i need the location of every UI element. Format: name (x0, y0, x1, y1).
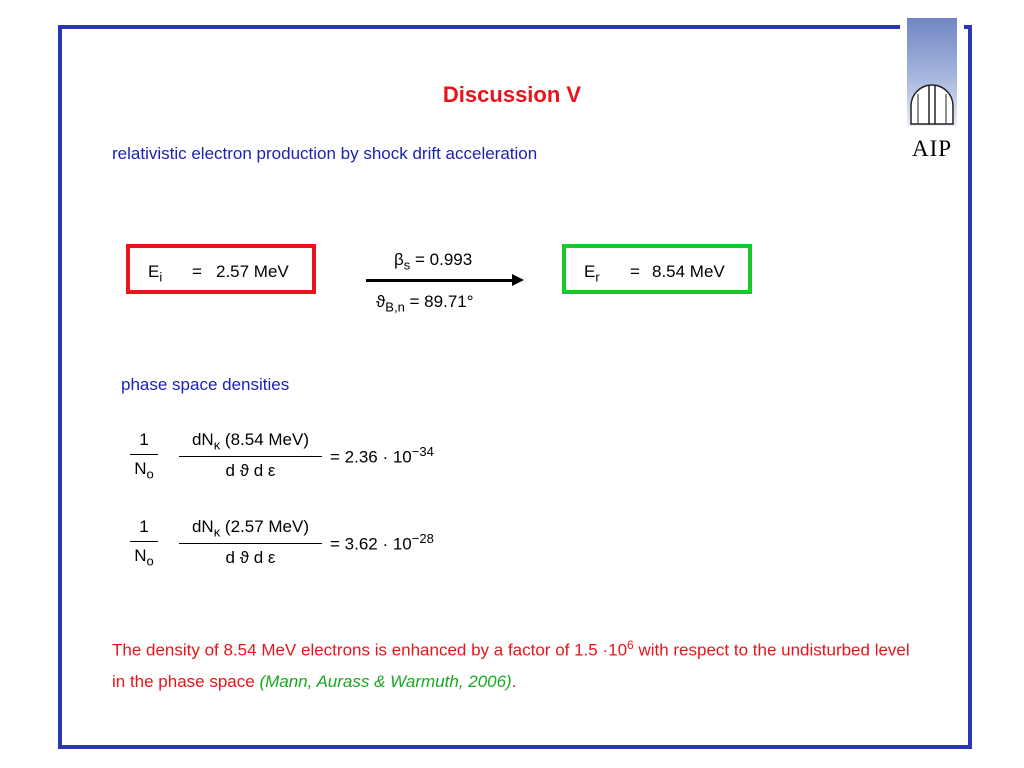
citation: (Mann, Aurass & Warmuth, 2006) (259, 671, 512, 691)
slide-subtitle: relativistic electron production by shock drift acceleration (112, 144, 538, 163)
final-energy-equals: = (630, 262, 640, 281)
final-energy-box (562, 244, 752, 294)
final-energy-value: 8.54 MeV (652, 262, 725, 281)
arrow-head-icon (512, 274, 524, 286)
initial-energy-symbol: $E_i$ (148, 262, 163, 285)
arrow-shaft (366, 279, 514, 282)
logo-text: AIP (911, 136, 953, 161)
conclusion-note: The density of 8.54 MeV electrons is enhanced by a factor of $1.5 \cdot 10^6$ with respect to the undisturbed level in the phase space (Mann, Aurass & Warmuth, 2006). (112, 638, 910, 691)
initial-energy-box (126, 244, 316, 294)
section-title: phase space densities (121, 375, 290, 394)
fraction-derivative: $dN_\kappa$ (2.57 MeV) d ϑ d ε (179, 517, 322, 568)
density-formula-2 (126, 515, 486, 585)
final-energy-symbol: $E_r$ (584, 262, 600, 285)
slide-title: Discussion V (442, 82, 582, 107)
acceleration-arrow (366, 248, 526, 338)
fraction-derivative: $dN_\kappa$ (8.54 MeV) d ϑ d ε (179, 430, 322, 481)
initial-energy-value: 2.57 MeV (216, 262, 289, 281)
shock-angle-label: $ϑ_{B,n} = 89.71^\circ$ (376, 292, 474, 315)
shock-speed-label: $\beta_s = 0.993$ (394, 250, 473, 273)
fraction-normalization: 1 $N_o$ (130, 430, 158, 481)
density-formula-1 (126, 428, 486, 498)
initial-energy-equals: = (192, 262, 202, 281)
fraction-normalization: 1 $N_o$ (130, 517, 158, 568)
formula-result: = $2.36 \cdot 10^{-34}$ (330, 444, 434, 467)
formula-result: = $3.62 \cdot 10^{-28}$ (330, 531, 434, 554)
